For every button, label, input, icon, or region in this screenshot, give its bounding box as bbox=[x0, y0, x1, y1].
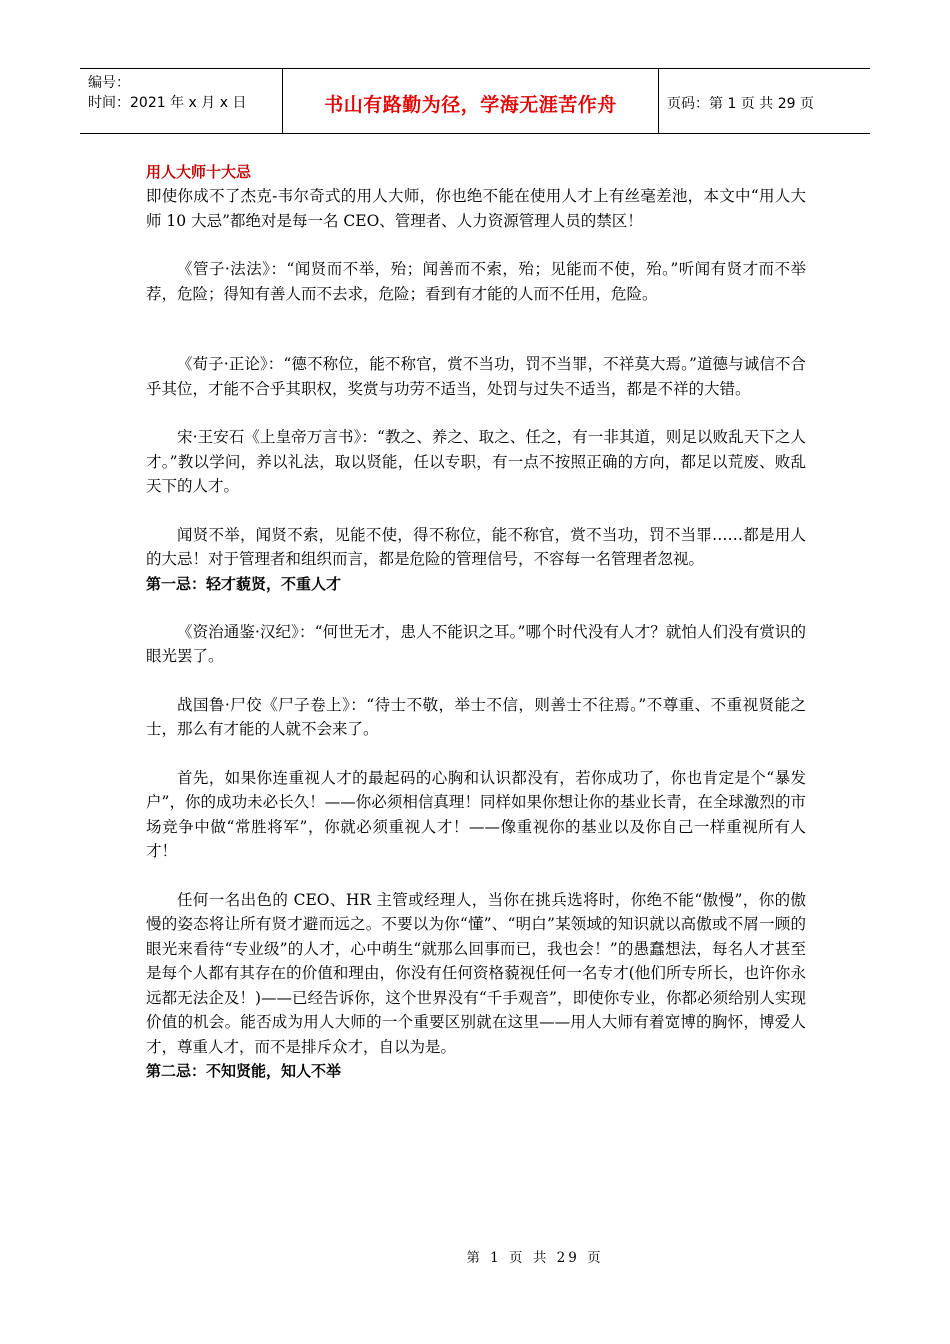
header-page-label: 页码：第 1 页 共 29 页 bbox=[667, 96, 814, 112]
section-1-paragraph: 《资治通鉴·汉纪》：“何世无才，患人不能识之耳。”哪个时代没有人才？就怕人们没有赏识的眼光罢了。 bbox=[146, 622, 806, 665]
document-number: 编号： bbox=[88, 75, 130, 91]
section-1-paragraph: 任何一名出色的 CEO、HR 主管或经理人，当你在挑兵选将时，你绝不能“傲慢”，你的傲慢的姿态将让所有贤才避而远之。不要以为你“懂”、“明白”某领域的知识就以高傲或不屑一顾的眼光来看待“专业级”的人才，心中萌生“就那么回事而已，我也会！”的愚蠢想法，每名人才甚至是每个人都有其存在的价值和理由，你没有任何资格藐视任何一名专才(他们所专所长，也许你永远都无法企及！)——已经告诉你，这个世界没有“千手观音”，即使你专业，你都必须给别人实现价值的机会。能否成为用人大师的一个重要区别就在这里——用人大师有着宽博的胸怀，博爱人才，尊重人才，而不是排斥众才，自以为是。 bbox=[146, 890, 806, 1056]
document-body bbox=[146, 160, 806, 1083]
intro-paragraph: 即使你成不了杰克-韦尔奇式的用人大师，你也绝不能在使用人才上有丝毫差池，本文中“用人大师 10 大忌”都绝对是每一名 CEO、管理者、人力资源管理人员的禁区！ bbox=[146, 187, 806, 230]
document-title: 用人大师十大忌 bbox=[146, 163, 252, 181]
section-2-title: 第二忌：不知贤能，知人不举 bbox=[146, 1062, 342, 1080]
section-1-title: 第一忌：轻才藐贤，不重人才 bbox=[146, 574, 342, 593]
header-motto-cell bbox=[283, 69, 659, 133]
page-footer: 第 1 页 共 29 页 bbox=[466, 1250, 604, 1266]
header-motto: 书山有路勤为径，学海无涯苦作舟 bbox=[324, 93, 617, 116]
header-page-number bbox=[659, 69, 870, 133]
paragraph-summary: 闻贤不举，闻贤不索，见能不使，得不称位，能不称官，赏不当功，罚不当罪……都是用人的大忌！对于管理者和组织而言，都是危险的管理信号，不容每一名管理者忽视。 bbox=[146, 525, 806, 568]
document-date: 时间：2021 年 x 月 x 日 bbox=[88, 95, 247, 111]
header-meta bbox=[80, 69, 283, 133]
paragraph-wanganshi: 宋·王安石《上皇帝万言书》：“教之、养之、取之、任之，有一非其道，则足以败乱天下之人才。”教以学问，养以礼法，取以贤能，任以专职，有一点不按照正确的方向，都足以荒废、败乱天下的人才。 bbox=[146, 428, 806, 495]
page-header bbox=[80, 68, 870, 134]
paragraph-xunzi: 《荀子·正论》：“德不称位，能不称官，赏不当功，罚不当罪，不祥莫大焉。”道德与诚信不合乎其位，才能不合乎其职权，奖赏与功劳不适当，处罚与过失不适当，都是不祥的大错。 bbox=[146, 355, 806, 398]
paragraph-guanzi: 《管子·法法》：“闻贤而不举，殆；闻善而不索，殆；见能而不使，殆。”听闻有贤才而不举荐，危险；得知有善人而不去求，危险；看到有才能的人而不任用，危险。 bbox=[146, 260, 806, 303]
section-1-paragraph: 战国鲁·尸佼《尸子卷上》：“待士不敬，举士不信，则善士不往焉。”不尊重、不重视贤能之士，那么有才能的人就不会来了。 bbox=[146, 695, 806, 738]
section-1-paragraph: 首先，如果你连重视人才的最起码的心胸和认识都没有，若你成功了，你也肯定是个“暴发户”，你的成功未必长久！——你必须相信真理！同样如果你想让你的基业长青，在全球激烈的市场竞争中做“常胜将军”，你就必须重视人才！——像重视你的基业以及你自己一样重视所有人才！ bbox=[146, 768, 806, 860]
